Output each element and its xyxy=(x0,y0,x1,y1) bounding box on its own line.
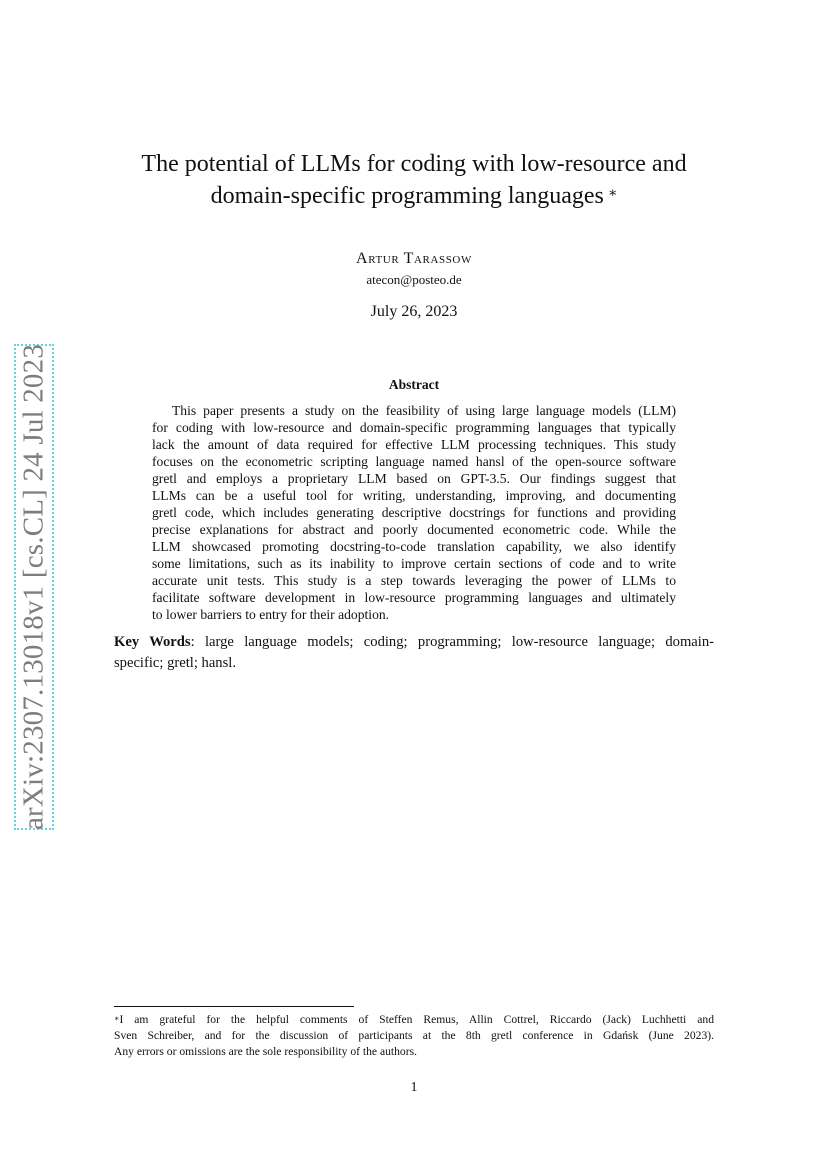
abstract-heading: Abstract xyxy=(388,377,440,392)
footnote-line-3: Any errors or omissions are the sole responsibility of the authors. xyxy=(114,1045,417,1058)
abstract-line: This paper presents a study on the feasibility of using large language models (LLM) xyxy=(172,403,676,418)
page-number: 1 xyxy=(410,1080,418,1095)
abstract-body xyxy=(152,402,676,623)
abstract-line: precise explanations for abstract and poorly documented econometric code. While the xyxy=(152,522,676,537)
keywords-text-1: : large language models; coding; programming; low-resource language; domain- xyxy=(190,634,714,650)
abstract-line: LLMs can be a useful tool for writing, understanding, improving, and documenting xyxy=(152,488,676,503)
author-email: atecon@posteo.de xyxy=(366,272,462,287)
abstract-line: accurate unit tests. This study is a step towards leveraging the power of LLMs to xyxy=(152,573,676,588)
abstract-line: gretl code, which includes generating descriptive docstrings for functions and providing xyxy=(152,505,676,520)
abstract-line: focuses on the econometric scripting language named hansl of the open-source software xyxy=(152,454,676,469)
title-line-2-text: domain-specific programming languages xyxy=(210,183,604,209)
abstract-line: to lower barriers to entry for their adoption. xyxy=(152,607,390,622)
footnote-line-1 xyxy=(114,1012,714,1028)
abstract-line: for coding with low-resource and domain-specific programming languages that typically xyxy=(152,420,676,435)
footnote-line-2: Sven Schreiber, and for the discussion of participants at the 8th gretl conference in Gdańsk (June 2023). xyxy=(114,1029,714,1042)
title-line-1: The potential of LLMs for coding with low-resource and xyxy=(141,151,687,177)
paper-title xyxy=(0,148,828,212)
arxiv-stamp xyxy=(14,344,54,830)
keywords-label: Key Words xyxy=(114,634,191,650)
footnote-text-1: I am grateful for the helpful comments of Steffen Remus, Allin Cottrel, Riccardo (Jack) Luchhetti and xyxy=(119,1013,714,1026)
title-footnote-mark: ∗ xyxy=(607,186,618,201)
footnote xyxy=(114,1012,714,1060)
footnote-mark: ∗ xyxy=(114,1014,120,1023)
author-name: Artur Tarassow xyxy=(356,250,472,267)
paper-date: July 26, 2023 xyxy=(370,303,458,320)
keywords xyxy=(114,632,714,674)
keywords-line-2: specific; gretl; hansl. xyxy=(114,655,236,671)
footnote-rule xyxy=(114,1006,354,1007)
abstract-line: LLM showcased promoting docstring-to-code translation capability, we also identify xyxy=(152,539,676,554)
abstract-line: gretl and employs a proprietary LLM based on GPT-3.5. Our findings suggest that xyxy=(152,471,676,486)
abstract-line: facilitate software development in low-resource programming languages and ultimately xyxy=(152,590,676,605)
keywords-line-1 xyxy=(114,632,714,653)
abstract-line: some limitations, such as its inability to improve certain sections of code and to write xyxy=(152,556,676,571)
arxiv-identifier: arXiv:2307.13018v1 [cs.CL] 24 Jul 2023 xyxy=(17,343,50,831)
title-line-2 xyxy=(0,180,828,212)
abstract-line: lack the amount of data required for effective LLM processing techniques. This study xyxy=(152,437,676,452)
